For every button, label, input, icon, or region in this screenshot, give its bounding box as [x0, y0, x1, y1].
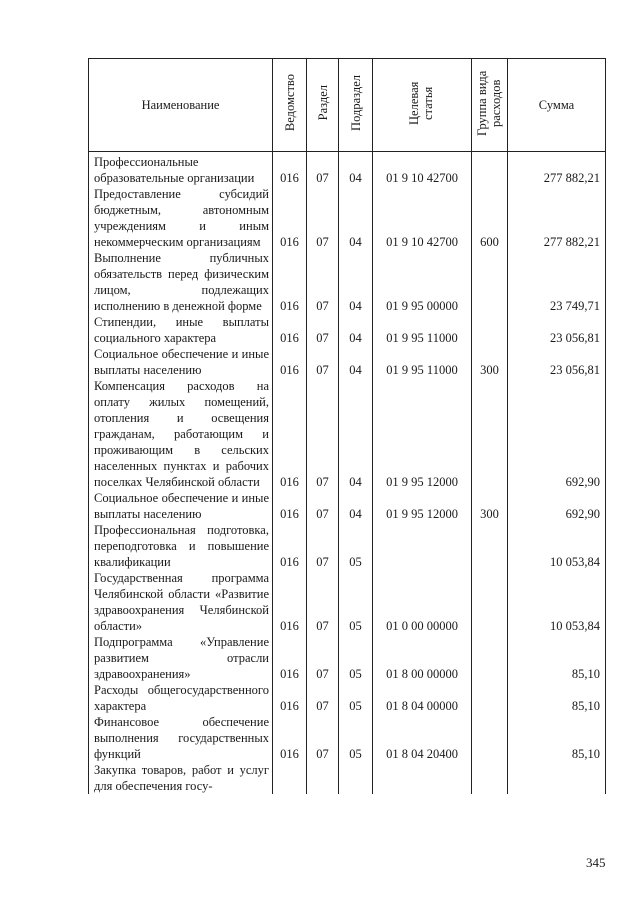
row-name: Финансовое обеспечение выполнения государственных функций	[89, 714, 273, 762]
row-sum: 10 053,84	[508, 522, 606, 570]
table-row	[89, 250, 606, 314]
header-podrazdel: Подраздел	[339, 59, 373, 152]
row-pod: 04	[339, 490, 373, 522]
row-cel	[373, 522, 472, 570]
row-name: Расходы общегосударственного характера	[89, 682, 273, 714]
row-ved: 016	[273, 634, 307, 682]
row-sum: 692,90	[508, 378, 606, 490]
row-name: Стипендии, иные выплаты социального характера	[89, 314, 273, 346]
row-pod: 04	[339, 346, 373, 378]
row-raz	[307, 762, 339, 794]
row-sum: 277 882,21	[508, 152, 606, 187]
row-sum: 85,10	[508, 714, 606, 762]
row-grp: 300	[472, 346, 508, 378]
row-cel: 01 8 00 00000	[373, 634, 472, 682]
table-row	[89, 634, 606, 682]
row-cel	[373, 762, 472, 794]
row-grp: 600	[472, 186, 508, 250]
table-row	[89, 570, 606, 634]
row-cel: 01 9 10 42700	[373, 186, 472, 250]
row-cel: 01 8 04 00000	[373, 682, 472, 714]
row-raz: 07	[307, 314, 339, 346]
row-pod: 05	[339, 570, 373, 634]
row-sum: 10 053,84	[508, 570, 606, 634]
row-pod: 04	[339, 378, 373, 490]
row-cel: 01 9 10 42700	[373, 152, 472, 187]
row-pod: 04	[339, 314, 373, 346]
row-raz: 07	[307, 634, 339, 682]
row-sum: 23 056,81	[508, 346, 606, 378]
header-vedomstvo: Ведомство	[273, 59, 307, 152]
table-row	[89, 186, 606, 250]
row-name: Социальное обеспечение и иные выплаты населению	[89, 346, 273, 378]
row-pod: 05	[339, 522, 373, 570]
row-name: Выполнение публичных обязательств перед физическим лицом, подлежащих исполнению в денежной форме	[89, 250, 273, 314]
row-cel: 01 9 95 00000	[373, 250, 472, 314]
row-name: Компенсация расходов на оплату жилых помещений, отопления и освещения гражданам, работающим и проживающим в сельских населенных пунктах и рабочих поселках Челябинской области	[89, 378, 273, 490]
row-pod: 04	[339, 186, 373, 250]
row-raz: 07	[307, 186, 339, 250]
row-grp	[472, 682, 508, 714]
row-cel: 01 0 00 00000	[373, 570, 472, 634]
row-pod	[339, 762, 373, 794]
table-row	[89, 152, 606, 187]
row-pod: 05	[339, 714, 373, 762]
row-ved: 016	[273, 490, 307, 522]
row-ved: 016	[273, 314, 307, 346]
table-row	[89, 682, 606, 714]
row-grp	[472, 762, 508, 794]
row-raz: 07	[307, 378, 339, 490]
row-raz: 07	[307, 250, 339, 314]
table-row	[89, 378, 606, 490]
table-row	[89, 490, 606, 522]
row-grp	[472, 250, 508, 314]
row-cel: 01 9 95 11000	[373, 346, 472, 378]
row-grp: 300	[472, 490, 508, 522]
row-name: Профессиональная подготовка, переподготовка и повышение квалификации	[89, 522, 273, 570]
row-ved	[273, 762, 307, 794]
row-sum: 85,10	[508, 682, 606, 714]
table-row	[89, 714, 606, 762]
row-cel: 01 9 95 11000	[373, 314, 472, 346]
row-grp	[472, 378, 508, 490]
row-cel: 01 9 95 12000	[373, 378, 472, 490]
row-grp	[472, 570, 508, 634]
row-name: Предоставление субсидий бюджетным, автономным учреждениям и иным некоммерческим организациям	[89, 186, 273, 250]
row-ved: 016	[273, 570, 307, 634]
row-pod: 04	[339, 250, 373, 314]
row-sum: 692,90	[508, 490, 606, 522]
table-row	[89, 314, 606, 346]
row-grp	[472, 522, 508, 570]
header-summa: Сумма	[508, 59, 606, 152]
row-pod: 05	[339, 634, 373, 682]
table-row	[89, 346, 606, 378]
header-razdel: Раздел	[307, 59, 339, 152]
row-grp	[472, 634, 508, 682]
row-ved: 016	[273, 152, 307, 187]
row-raz: 07	[307, 152, 339, 187]
row-ved: 016	[273, 250, 307, 314]
row-name: Социальное обеспечение и иные выплаты населению	[89, 490, 273, 522]
row-raz: 07	[307, 490, 339, 522]
row-ved: 016	[273, 346, 307, 378]
row-grp	[472, 314, 508, 346]
row-cel: 01 8 04 20400	[373, 714, 472, 762]
row-ved: 016	[273, 378, 307, 490]
row-raz: 07	[307, 682, 339, 714]
budget-table	[88, 58, 606, 794]
row-grp	[472, 152, 508, 187]
table-row	[89, 522, 606, 570]
row-name: Закупка товаров, работ и услуг для обеспечения госу-	[89, 762, 273, 794]
row-ved: 016	[273, 682, 307, 714]
row-ved: 016	[273, 522, 307, 570]
row-sum	[508, 762, 606, 794]
row-sum: 23 749,71	[508, 250, 606, 314]
row-raz: 07	[307, 522, 339, 570]
header-name: Наименование	[89, 59, 273, 152]
page-number: 345	[586, 855, 606, 870]
row-name: Государственная программа Челябинской области «Развитие здравоохранения Челябинской области»	[89, 570, 273, 634]
row-raz: 07	[307, 346, 339, 378]
row-name: Профессиональные образовательные организации	[89, 152, 273, 187]
row-cel: 01 9 95 12000	[373, 490, 472, 522]
row-pod: 04	[339, 152, 373, 187]
row-sum: 85,10	[508, 634, 606, 682]
row-sum: 23 056,81	[508, 314, 606, 346]
row-grp	[472, 714, 508, 762]
table-header-row	[89, 59, 606, 152]
table-row	[89, 762, 606, 794]
row-raz: 07	[307, 714, 339, 762]
row-raz: 07	[307, 570, 339, 634]
row-ved: 016	[273, 714, 307, 762]
header-gruppa: Группа вида расходов	[472, 59, 508, 152]
row-name: Подпрограмма «Управление развитием отрасли здравоохранения»	[89, 634, 273, 682]
header-celevaya: Целевая статья	[373, 59, 472, 152]
row-sum: 277 882,21	[508, 186, 606, 250]
row-pod: 05	[339, 682, 373, 714]
row-ved: 016	[273, 186, 307, 250]
